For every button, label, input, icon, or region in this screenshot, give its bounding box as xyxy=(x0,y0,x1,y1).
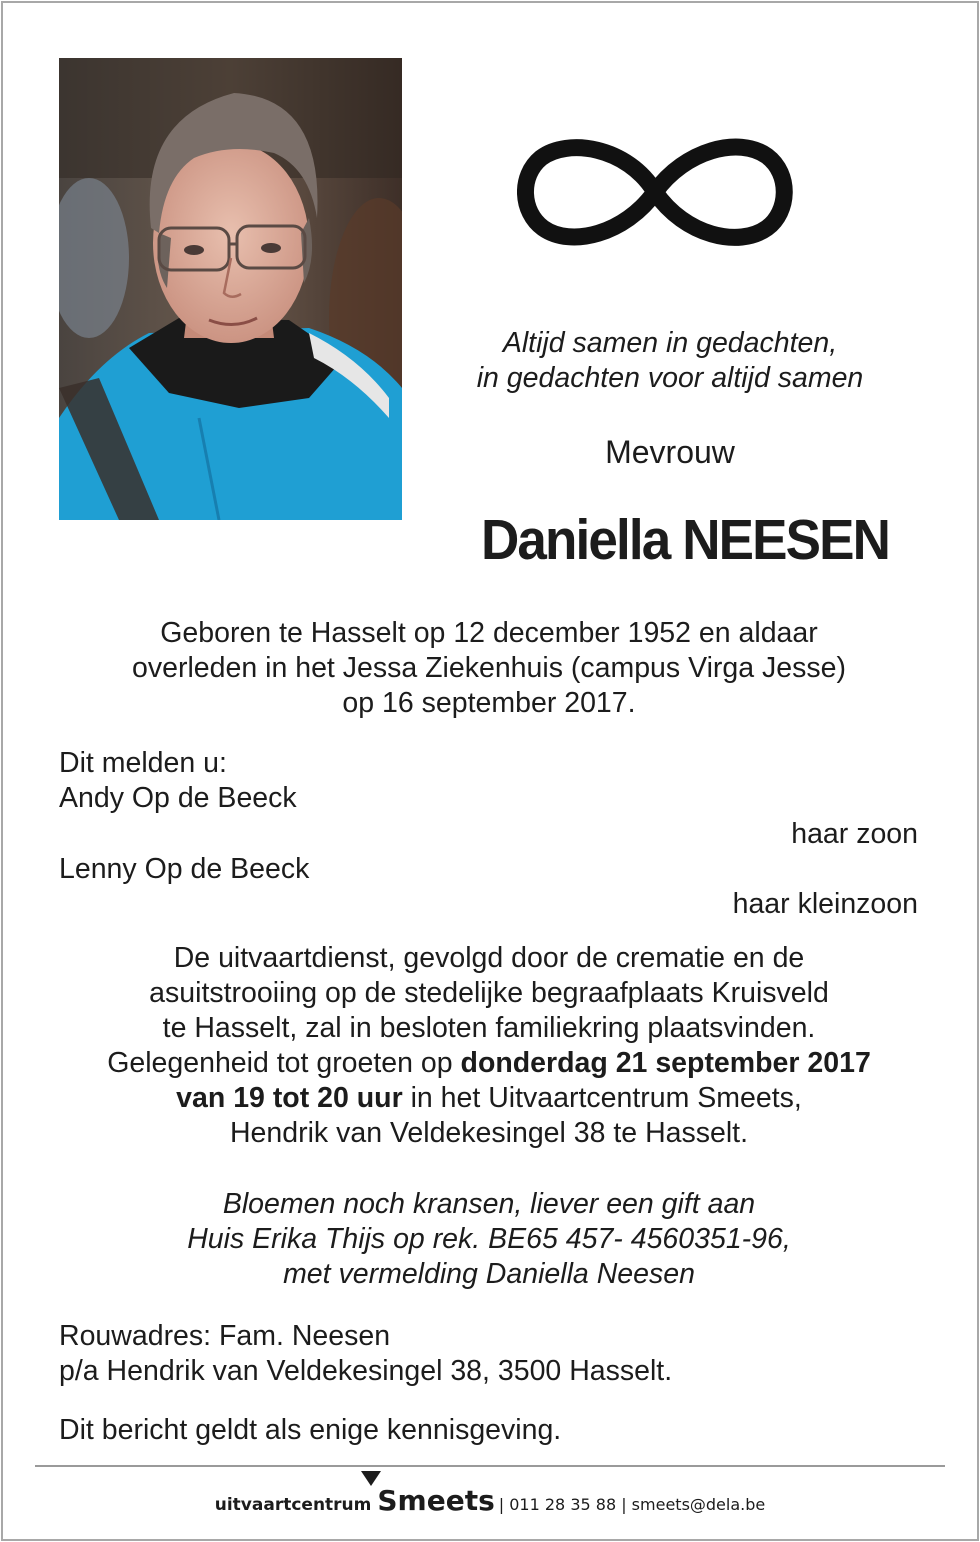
funeral-text: Gelegenheid tot groeten op xyxy=(107,1047,461,1079)
motto-line: Altijd samen in gedachten, xyxy=(502,327,838,359)
funeral-line: te Hasselt, zal in besloten familiekring plaatsvinden. xyxy=(162,1012,816,1044)
funeral-line xyxy=(40,1081,938,1116)
funeral-home-footer xyxy=(0,1484,980,1517)
funeral-line: De uitvaartdienst, gevolgd door de crematie en de xyxy=(173,942,805,974)
funeral-line xyxy=(40,1046,938,1081)
footer-divider xyxy=(35,1465,945,1467)
address-line: Rouwadres: Fam. Neesen xyxy=(59,1320,391,1352)
mourning-address xyxy=(59,1319,672,1389)
visitation-date: donderdag 21 september 2017 xyxy=(460,1047,871,1079)
notice-text: Dit bericht geldt als enige kennisgeving. xyxy=(59,1414,562,1446)
address-line: p/a Hendrik van Veldekesingel 38, 3500 Hasselt. xyxy=(59,1355,673,1387)
funeral-line: asuitstrooiing op de stedelijke begraafplaats Kruisveld xyxy=(149,977,829,1009)
birth-line: overleden in het Jessa Ziekenhuis (campus Virga Jesse) xyxy=(132,652,846,684)
footer-prefix: uitvaartcentrum xyxy=(214,1495,372,1515)
deceased-name: Daniella NEESEN xyxy=(480,508,890,572)
flowers-line: Huis Erika Thijs op rek. BE65 457- 4560351-96, xyxy=(187,1223,791,1255)
announcer-name: Lenny Op de Beeck xyxy=(59,853,310,885)
motto xyxy=(440,326,900,396)
flowers-line: Bloemen noch kransen, liever een gift aan xyxy=(222,1188,756,1220)
infinity-icon xyxy=(517,136,793,248)
funeral-line: Hendrik van Veldekesingel 38 te Hasselt. xyxy=(229,1117,749,1149)
announcers-intro: Dit melden u: xyxy=(59,747,227,779)
footer-contact: | 011 28 35 88 | smeets@dela.be xyxy=(498,1495,766,1514)
birth-line: op 16 september 2017. xyxy=(342,687,636,719)
visitation-time: van 19 tot 20 uur xyxy=(176,1082,403,1114)
announcer-relation: haar kleinzoon xyxy=(732,888,918,920)
birth-death-info xyxy=(60,616,918,721)
funeral-text: in het Uitvaartcentrum Smeets, xyxy=(402,1082,802,1114)
funeral-info xyxy=(40,941,938,1151)
portrait-photo xyxy=(59,58,402,520)
footer-brand: Smeets xyxy=(377,1484,495,1517)
honorific: Mevrouw xyxy=(605,434,735,470)
flowers-line: met vermelding Daniella Neesen xyxy=(283,1258,695,1290)
announcer-name: Andy Op de Beeck xyxy=(59,782,297,814)
birth-line: Geboren te Hasselt op 12 december 1952 en aldaar xyxy=(160,617,818,649)
flowers-note xyxy=(40,1187,938,1292)
motto-line: in gedachten voor altijd samen xyxy=(476,362,864,394)
announcer-relation: haar zoon xyxy=(791,818,918,850)
